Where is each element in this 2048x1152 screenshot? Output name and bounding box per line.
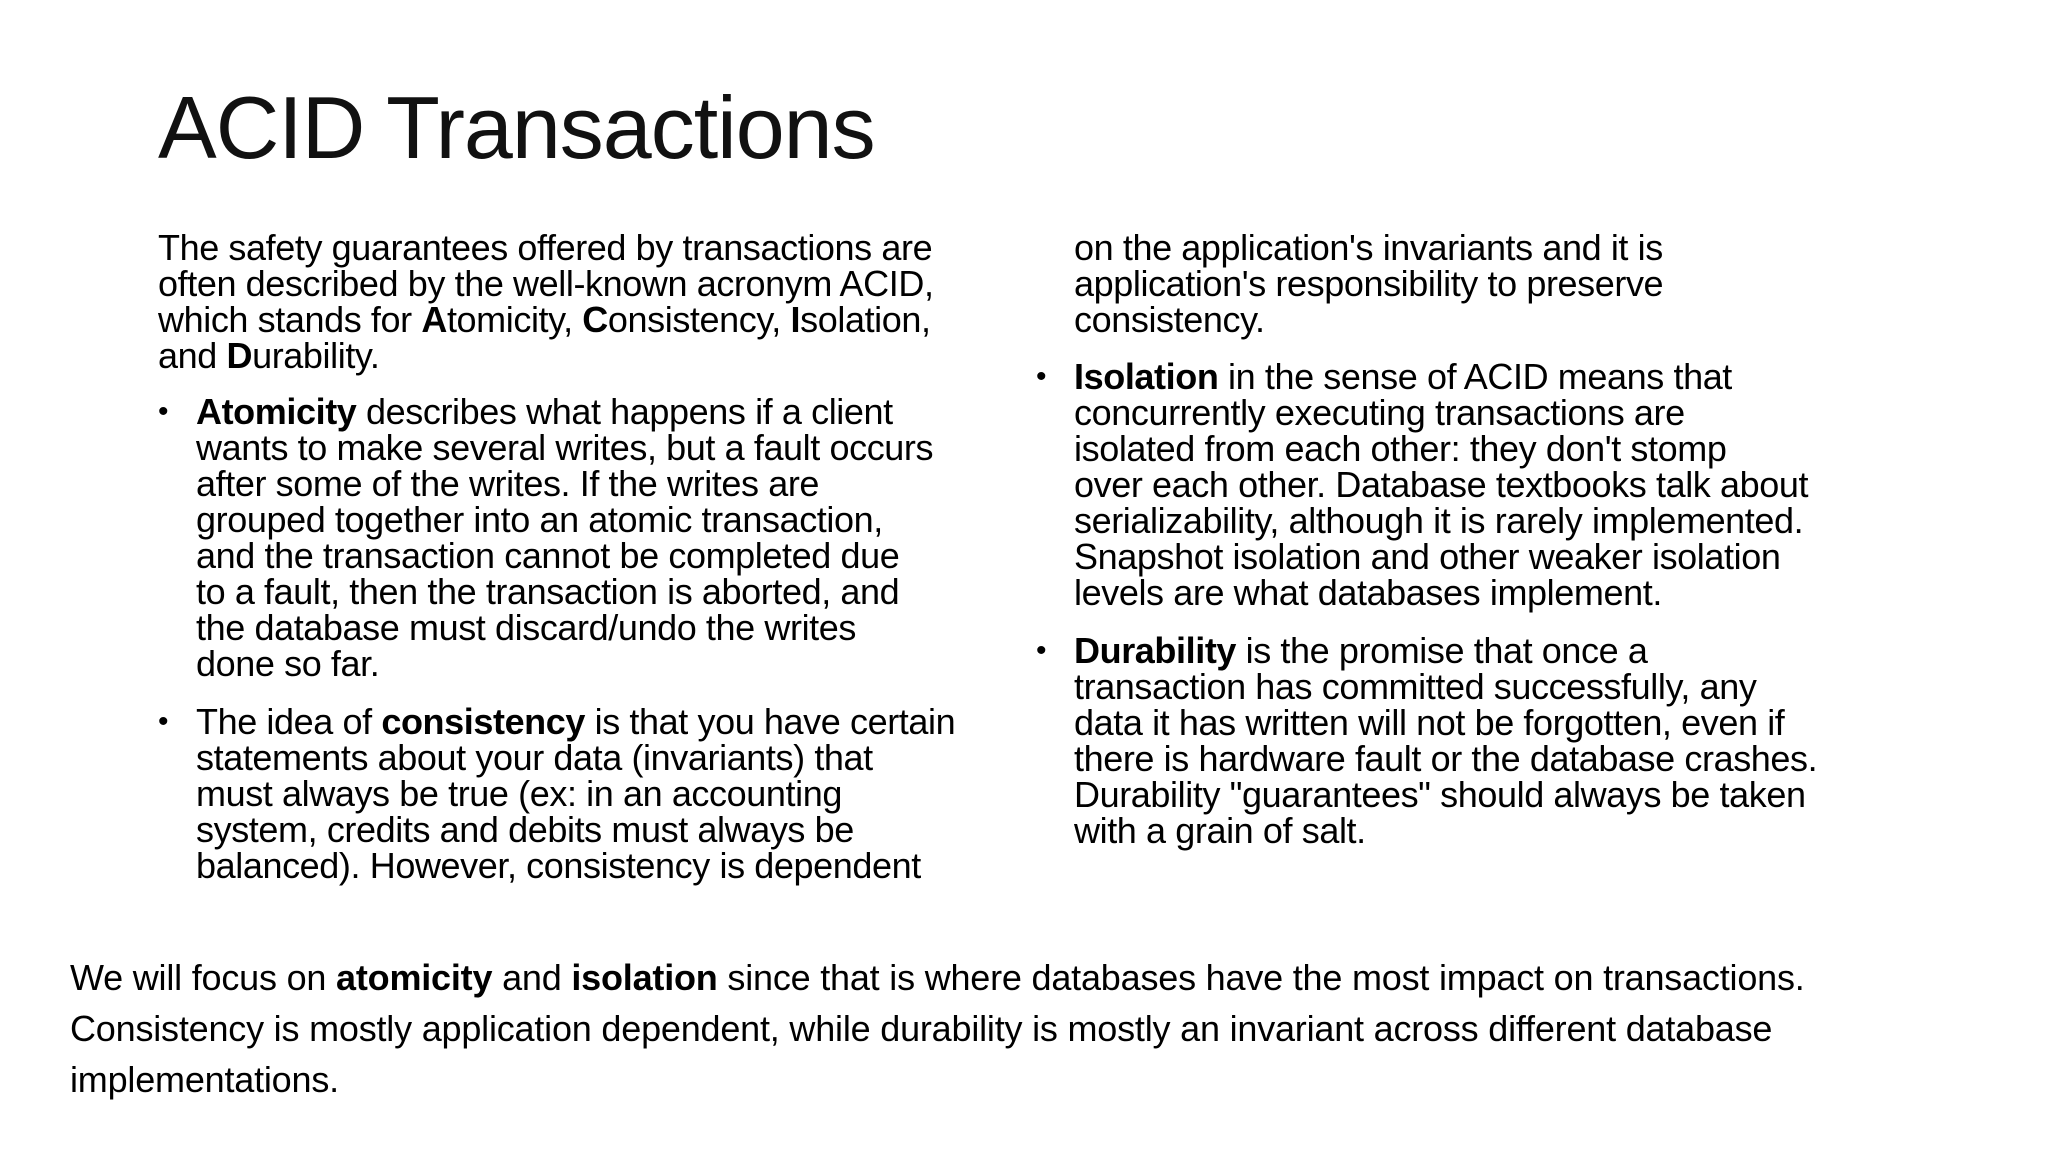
footer-line: Consistency is mostly application dependent, while durability is mostly an invariant across different database <box>70 1008 1773 1049</box>
consistency-line: must always be true (ex: in an accounting <box>196 773 842 814</box>
atomicity-line: wants to make several writes, but a fault occurs <box>196 427 934 468</box>
durability-line: with a grain of salt. <box>1074 810 1366 851</box>
footer-term-atomicity: atomicity <box>336 957 493 998</box>
atomicity-line: done so far. <box>196 643 380 684</box>
acronym-letter: D <box>226 335 253 376</box>
durability-line: Durability "guarantees" should always be taken <box>1074 774 1806 815</box>
intro-line: The safety guarantees offered by transactions are <box>158 227 933 268</box>
isolation-text: in the sense of ACID means that <box>1218 356 1732 397</box>
intro-text: onsistency, <box>607 299 791 340</box>
acronym-letter: C <box>582 299 608 340</box>
consistency-line: balanced). However, consistency is dependent <box>196 845 921 886</box>
term-consistency: consistency <box>381 701 586 742</box>
atomicity-line <box>196 391 1038 432</box>
summary-footer <box>70 952 2020 1105</box>
footer-term-isolation: isolation <box>571 957 718 998</box>
isolation-line: over each other. Database textbooks talk about <box>1074 464 1809 505</box>
consistency-line: system, credits and debits must always be <box>196 809 854 850</box>
durability-line <box>1074 630 2006 671</box>
right-column <box>1036 227 2006 851</box>
intro-line <box>158 335 1038 376</box>
atomicity-line: after some of the writes. If the writes are <box>196 463 820 504</box>
consistency-text: The idea of <box>196 701 382 742</box>
intro-paragraph <box>158 227 1038 376</box>
term-durability: Durability <box>1074 630 1237 671</box>
footer-text: since that is where databases have the most impact on transactions. <box>717 957 1805 998</box>
bullet-durability <box>1036 630 2006 851</box>
intro-text: tomicity, <box>446 299 583 340</box>
consistency-line: application's responsibility to preserve <box>1074 263 1664 304</box>
isolation-line: serializability, although it is rarely implemented. <box>1074 500 1804 541</box>
consistency-line: consistency. <box>1074 299 1265 340</box>
durability-line: transaction has committed successfully, any <box>1074 666 1757 707</box>
bullet-consistency <box>158 701 1038 886</box>
slide-title: ACID Transactions <box>158 78 875 177</box>
intro-text: solation, <box>800 299 931 340</box>
footer-text: and <box>492 957 572 998</box>
bullet-dot: • <box>1036 634 1047 667</box>
consistency-continuation <box>1036 227 2006 340</box>
isolation-line: isolated from each other: they don't stomp <box>1074 428 1727 469</box>
consistency-line: on the application's invariants and it is <box>1074 227 1663 268</box>
left-column <box>158 227 1038 886</box>
durability-line: data it has written will not be forgotten, even if <box>1074 702 1785 743</box>
acronym-letter: A <box>421 299 447 340</box>
term-atomicity: Atomicity <box>196 391 357 432</box>
intro-text: and <box>158 335 227 376</box>
intro-text: urability. <box>252 335 380 376</box>
durability-line: there is hardware fault or the database crashes. <box>1074 738 1818 779</box>
intro-line: often described by the well-known acronym ACID, <box>158 263 934 304</box>
durability-text: is the promise that once a <box>1236 630 1648 671</box>
atomicity-line: to a fault, then the transaction is aborted, and <box>196 571 900 612</box>
atomicity-line: and the transaction cannot be completed due <box>196 535 900 576</box>
isolation-line: concurrently executing transactions are <box>1074 392 1685 433</box>
atomicity-line: grouped together into an atomic transaction, <box>196 499 883 540</box>
consistency-line: statements about your data (invariants) that <box>196 737 873 778</box>
consistency-line <box>196 701 1038 742</box>
consistency-text: is that you have certain <box>585 701 956 742</box>
atomicity-text: describes what happens if a client <box>356 391 893 432</box>
bullet-isolation <box>1036 356 2006 613</box>
intro-line <box>158 299 1038 340</box>
isolation-line: Snapshot isolation and other weaker isolation <box>1074 536 1781 577</box>
atomicity-line: the database must discard/undo the writes <box>196 607 856 648</box>
term-isolation: Isolation <box>1074 356 1219 397</box>
footer-line: implementations. <box>70 1059 339 1100</box>
bullet-dot: • <box>1036 360 1047 393</box>
isolation-line: levels are what databases implement. <box>1074 572 1662 613</box>
bullet-dot: • <box>158 705 169 738</box>
footer-text: We will focus on <box>70 957 337 998</box>
isolation-line <box>1074 356 2006 397</box>
bullet-atomicity <box>158 391 1038 684</box>
footer-line <box>70 952 2020 1003</box>
bullet-dot: • <box>158 395 169 428</box>
acronym-letter: I <box>790 299 801 340</box>
intro-text: which stands for <box>158 299 422 340</box>
